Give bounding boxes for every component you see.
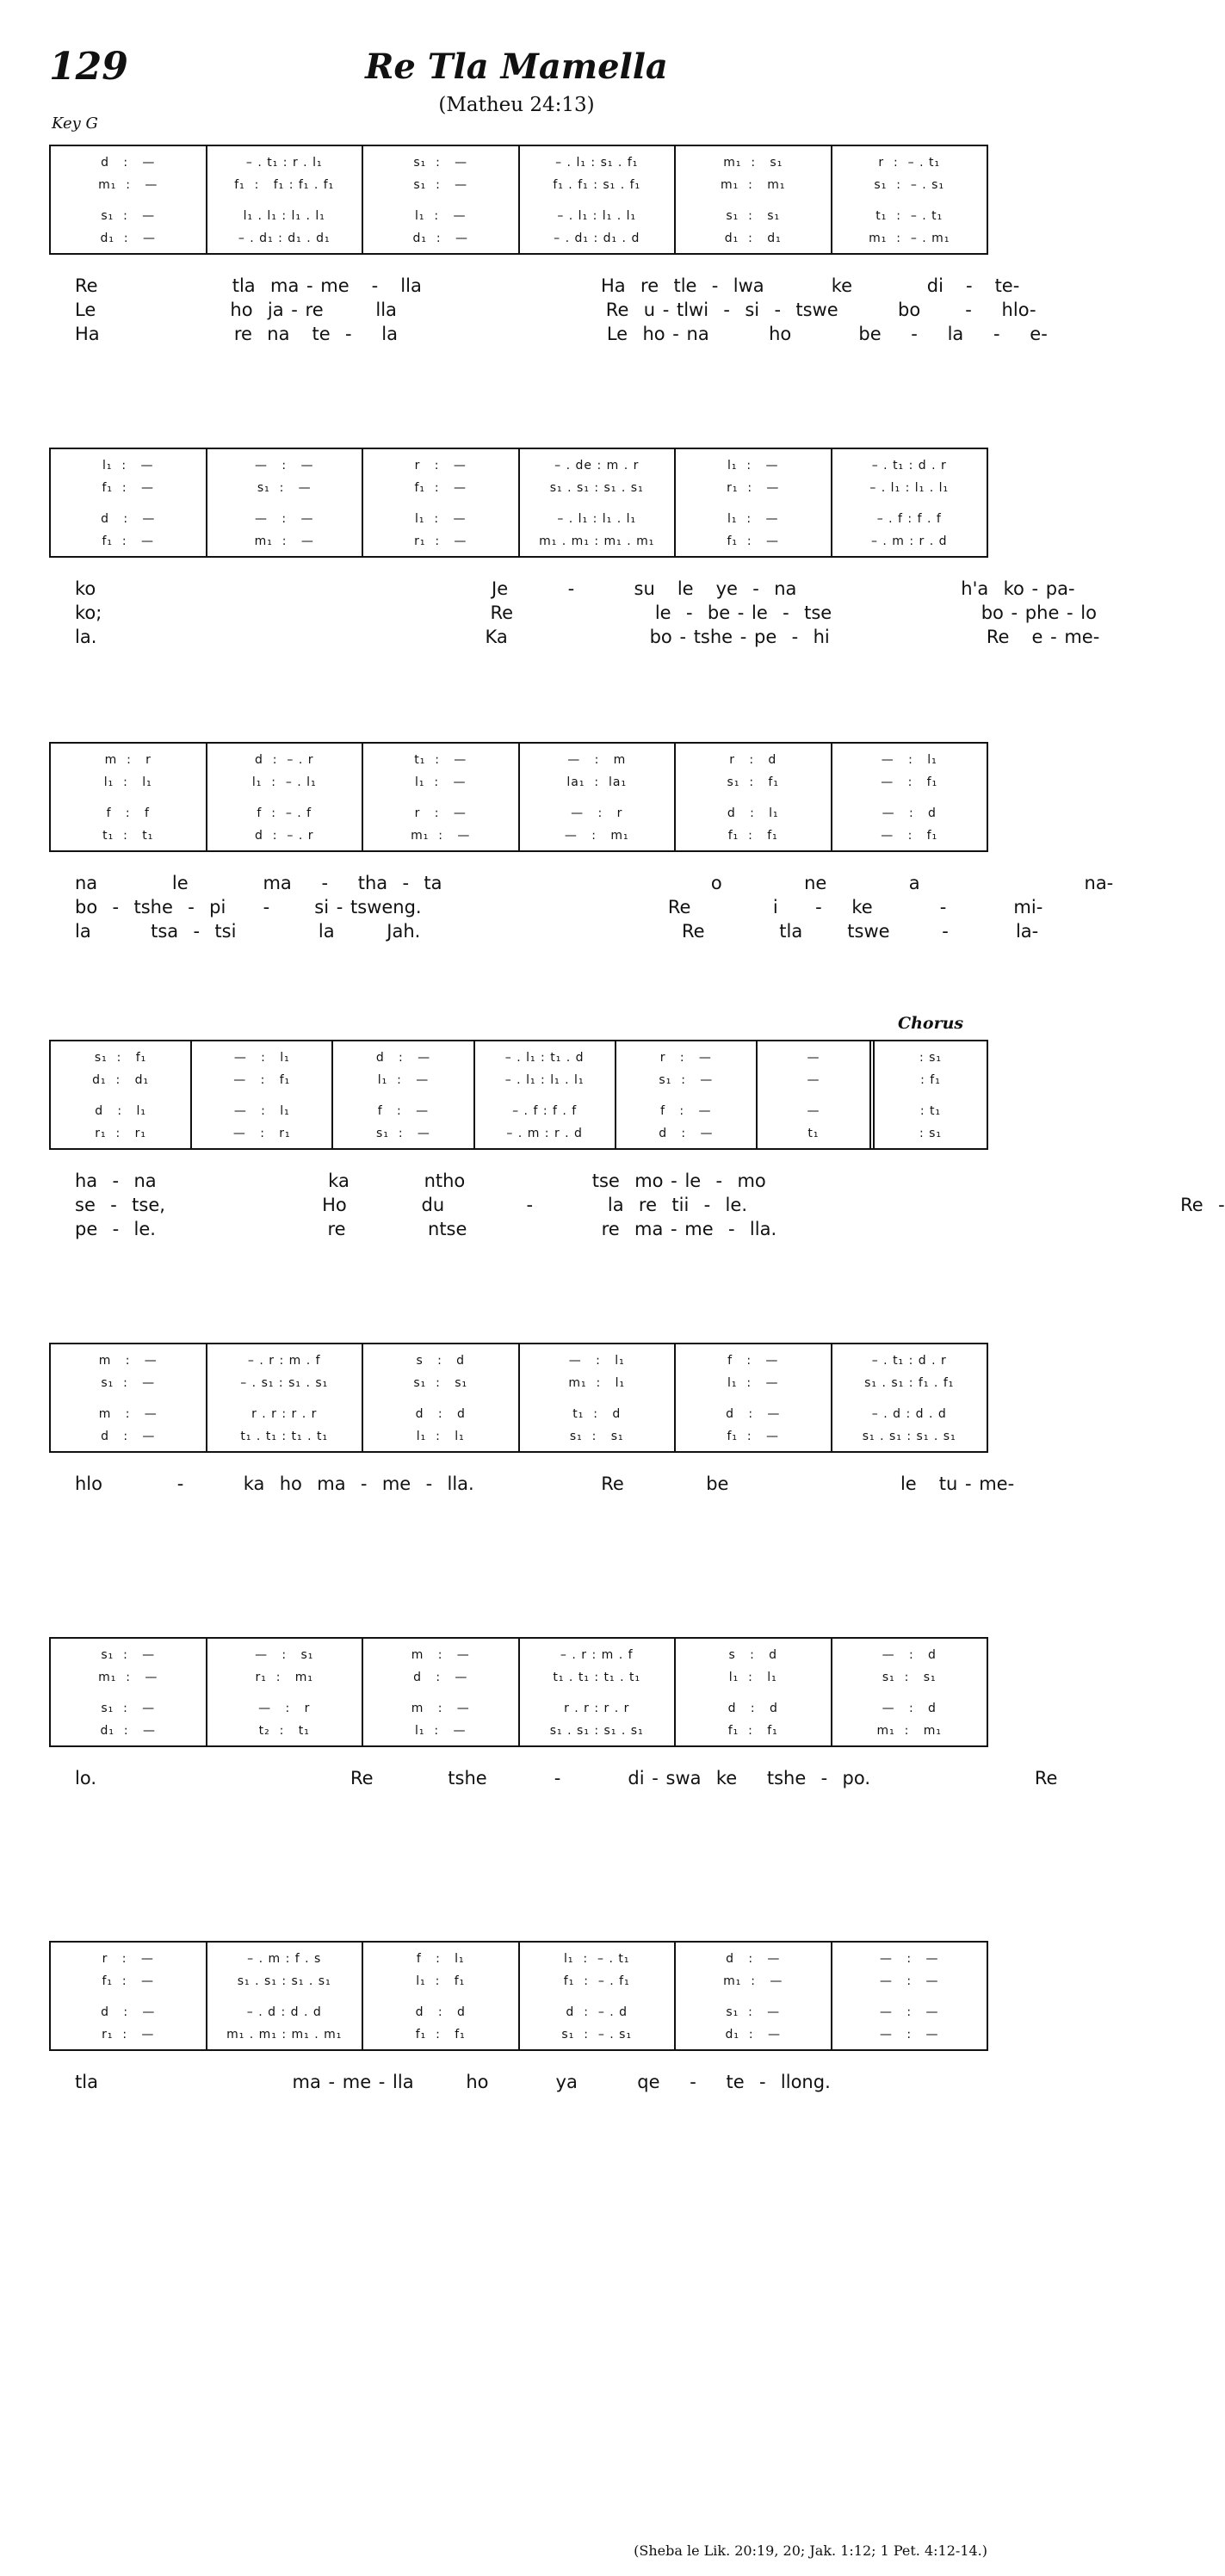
voice-part: t₁ : d [572,1407,622,1421]
voice-part: r : — [414,459,467,473]
voice-part: l₁ : — [415,1724,467,1738]
voice-part: d : — [726,1952,781,1966]
measure [518,1344,675,1451]
voice-part: d : — [726,1407,781,1421]
voice-part: r : — [102,1952,154,1966]
voice-part: t₁ : t₁ [102,829,154,843]
voice-part: s : d [728,1648,778,1662]
voice-part: – . r : m . f [247,1354,321,1368]
measure [518,744,675,850]
voice-part: f₁ : f₁ [415,2028,466,2042]
lyrics-block [49,2070,988,2094]
voice-part: f₁ : – . f₁ [563,1974,630,1988]
voice-part: m₁ : — [98,1671,158,1684]
voice-part: — : d [882,1648,937,1662]
voice-part: — : l₁ [881,753,937,767]
lyric-line: bo - tshe - pi - si - tsweng. Re i - ke - mi- [75,897,1043,917]
voice-part: m : r [104,753,152,767]
lyric-line: se - tse, Ho du - la re tii - le. Re - [75,1195,1225,1215]
voice-part: m₁ : — [411,829,471,843]
voice-part: s₁ : — [726,2005,781,2019]
voice-part: d : – . r [254,753,314,767]
voice-part: d : l₁ [95,1104,146,1118]
measure [518,146,675,253]
measure [518,1639,675,1745]
voice-part: t₁ : — [414,753,467,767]
voice-part: d₁ : — [412,232,468,245]
measure [831,1943,987,2049]
hymn-number: 129 [49,45,128,89]
voice-part: d : — [413,1671,468,1684]
measure [831,1344,987,1451]
voice-part: s₁ : s₁ [726,209,781,223]
music-system [49,145,1048,346]
voice-part: l₁ : f₁ [416,1974,466,1988]
voice-part: s₁ . s₁ : s₁ . s₁ [237,1974,331,1988]
voice-part: d₁ : — [100,1724,156,1738]
voice-part: — [807,1051,820,1065]
scripture-reference: (Matheu 24:13) [438,94,595,116]
voice-part: s₁ : — [257,481,312,495]
voice-part: : f₁ [920,1073,941,1087]
voice-part: — : l₁ [233,1104,290,1118]
voice-part: f : — [377,1104,430,1118]
voice-part: f₁ : f₁ [727,1724,778,1738]
voice-part: f₁ : — [414,481,467,495]
voice-part: l₁ : l₁ [103,775,152,789]
measure [831,449,987,556]
voice-part: d₁ : — [100,232,156,245]
voice-part: — : d [882,806,937,820]
chorus-label: Chorus [898,1014,964,1033]
lyric-line: hlo - ka ho ma - me - lla. Re be le tu - me- [75,1473,1015,1494]
voice-part: m₁ : m₁ [721,178,786,192]
voice-part: l₁ : l₁ [416,1430,465,1443]
lyric-line: la tsa - tsi la Jah. Re tla tswe - la- [75,921,1039,942]
voice-part: m : — [411,1702,470,1715]
voice-part: s₁ : s₁ [413,1376,468,1390]
measure [674,449,831,556]
voice-part: l₁ : — [415,209,467,223]
lyrics-block [49,274,1048,346]
voice-part: – . s₁ : s₁ . s₁ [240,1376,329,1390]
voice-part: — : r [571,806,623,820]
voice-part: l₁ : — [415,512,467,526]
lyric-line: pe - le. re ntse re ma - me - lla. [75,1219,777,1239]
lyrics-block [49,1766,1058,1790]
measure [674,744,831,850]
measure [51,744,206,850]
lyric-line: ha - na ka ntho tse mo - le - mo [75,1171,766,1191]
voice-part: — : l₁ [568,1354,625,1368]
voice-part: s₁ : f₁ [727,775,779,789]
voice-part: — : r₁ [232,1127,291,1140]
voice-part: — : f₁ [233,1073,291,1087]
measure [362,449,518,556]
voice-part: s : d [416,1354,466,1368]
music-system [49,1637,1058,1790]
lyrics-block [49,1169,1225,1241]
voice-part: s₁ : — [659,1073,714,1087]
lyric-line: Ha re na te - la Le ho - na ho be - la - e- [75,324,1048,344]
voice-part: – . d₁ : d₁ . d [554,232,640,245]
voice-part: — [807,1104,820,1118]
voice-part: r . r : r . r [564,1702,630,1715]
voice-part: — : m [567,753,627,767]
voice-part: f₁ : — [102,1974,154,1988]
voice-part: d₁ : — [725,2028,781,2042]
voice-part: r₁ : m₁ [255,1671,314,1684]
measure [51,1344,206,1451]
voice-part: d : l₁ [727,806,779,820]
voice-part: – . l₁ : l₁ . l₁ [869,481,950,495]
voice-part: — : — [880,1974,939,1988]
voice-part: – . t₁ : r . l₁ [245,156,323,170]
voice-part: d : — [101,156,156,170]
lyric-line: tla ma - me - lla ho ya qe - te - llong. [75,2072,831,2092]
voice-part: – . l₁ : s₁ . f₁ [555,156,639,170]
voice-part: s₁ : f₁ [94,1051,147,1065]
lyric-line: ko Je - su le ye - na h'a ko - pa- [75,578,1075,599]
voice-part: r₁ : — [414,534,467,548]
measure [206,449,362,556]
voice-part: d₁ : d₁ [724,232,782,245]
measure [362,1639,518,1745]
measure [190,1041,331,1148]
voice-part: l₁ : — [102,459,154,473]
voice-part: s₁ : — [101,1376,156,1390]
voice-part: s₁ : s₁ [882,1671,937,1684]
voice-part: d : – . r [254,829,314,843]
voice-part: – . l₁ : l₁ . l₁ [557,209,637,223]
measure [674,146,831,253]
voice-part: : t₁ [919,1104,942,1118]
voice-part: – . d : d . d [871,1407,947,1421]
voice-part: — [807,1073,820,1087]
voice-part: t₁ : – . t₁ [875,209,943,223]
voice-part: la₁ : la₁ [566,775,628,789]
voice-part: – . f : f . f [512,1104,578,1118]
voice-part: s₁ : — [413,156,468,170]
music-system [49,1343,1015,1496]
measure [206,744,362,850]
voice-part: d : d [727,1702,778,1715]
voice-part: – . m : r . d [870,534,948,548]
music-system [49,1941,988,2094]
measure [51,1943,206,2049]
measure [51,449,206,556]
voice-part: — : m₁ [564,829,629,843]
voice-part: – . l₁ : t₁ . d [504,1051,585,1065]
voice-part: l₁ : – . l₁ [251,775,317,789]
measure [518,1943,675,2049]
lyric-line: lo. Re tshe - di - swa ke tshe - po. Re [75,1768,1058,1788]
tonic-solfa-staff [49,1040,988,1150]
lyrics-block [49,577,1100,649]
measure [674,1943,831,2049]
voice-part: d : d [415,2005,466,2019]
voice-part: l₁ : — [727,459,779,473]
tonic-solfa-staff [49,145,988,255]
voice-part: f₁ : — [102,481,154,495]
voice-part: – . r : m . f [560,1648,634,1662]
voice-part: s₁ . s₁ : s₁ . s₁ [549,481,644,495]
voice-part: m : — [411,1648,470,1662]
voice-part: l₁ . l₁ : l₁ . l₁ [243,209,325,223]
voice-part: – . f : f . f [876,512,942,526]
measure [831,146,987,253]
voice-part: r₁ : r₁ [95,1127,146,1140]
voice-part: – . l₁ : l₁ . l₁ [504,1073,585,1087]
measure [362,1344,518,1451]
voice-part: l₁ : – . t₁ [564,1952,630,1966]
measure [51,146,206,253]
voice-part: : s₁ [919,1127,943,1140]
voice-part: r : — [659,1051,712,1065]
voice-part: f : — [727,1354,779,1368]
voice-part: m₁ : – . m₁ [869,232,950,245]
voice-part: d : — [101,1430,156,1443]
measure [831,1639,987,1745]
voice-part: r : — [414,806,467,820]
voice-part: s₁ . s₁ : s₁ . s₁ [549,1724,644,1738]
voice-part: f : – . f [257,806,312,820]
voice-part: l₁ : — [727,1376,779,1390]
voice-part: m : — [98,1354,158,1368]
voice-part: r . r : r . r [251,1407,318,1421]
voice-part: d : — [659,1127,714,1140]
voice-part: — : — [880,2005,939,2019]
voice-part: f₁ : f₁ [727,829,778,843]
voice-part: — : f₁ [881,829,938,843]
voice-part: m₁ : m₁ [876,1724,942,1738]
voice-part: m₁ . m₁ : m₁ . m₁ [539,534,655,548]
voice-part: f₁ : — [727,534,779,548]
voice-part: — : l₁ [233,1051,290,1065]
music-system [49,1040,1225,1241]
hymn-title: Re Tla Mamella [365,46,668,87]
lyric-line: ko; Re le - be - le - tse bo - phe - lo [75,602,1097,623]
music-system [49,448,1100,649]
voice-part: s₁ : — [376,1127,430,1140]
tonic-solfa-staff [49,1343,988,1453]
voice-part: – . t₁ : d . r [871,1354,947,1368]
measure [518,449,675,556]
voice-part: m₁ : — [254,534,314,548]
voice-part: f : — [660,1104,712,1118]
lyric-line: la. Ka bo - tshe - pe - hi Re e - me- [75,627,1100,647]
measure [362,146,518,253]
voice-part: s₁ : – . s₁ [561,2028,633,2042]
voice-part: — : r [258,1702,311,1715]
voice-part: d₁ : d₁ [92,1073,150,1087]
measure [473,1041,615,1148]
lyrics-block [49,871,1114,943]
voice-part: — : — [255,512,314,526]
voice-part: f₁ . f₁ : s₁ . f₁ [553,178,641,192]
measure [206,1639,362,1745]
voice-part: s₁ : — [101,209,156,223]
voice-part: s₁ . s₁ : f₁ . f₁ [864,1376,955,1390]
key-signature: Key G [52,114,98,133]
voice-part: s₁ : s₁ [569,1430,624,1443]
voice-part: s₁ : — [101,1648,156,1662]
voice-part: f₁ : — [102,534,154,548]
measure [831,744,987,850]
measure [362,744,518,850]
measure [51,1639,206,1745]
voice-part: m₁ : — [98,178,158,192]
voice-part: f₁ : f₁ : f₁ . f₁ [234,178,335,192]
voice-part: t₁ . t₁ : t₁ . t₁ [553,1671,641,1684]
voice-part: d : — [101,2005,156,2019]
measure [869,1041,987,1148]
lyrics-block [49,1472,1015,1496]
voice-part: t₁ . t₁ : t₁ . t₁ [240,1430,329,1443]
lyric-line: Le ho ja - re lla Re u - tlwi - si - tswe bo - hlo- [75,300,1036,320]
measure [51,1041,190,1148]
voice-part: : s₁ [919,1051,943,1065]
voice-part: r : d [729,753,777,767]
voice-part: l₁ : l₁ [728,1671,777,1684]
voice-part: d : d [415,1407,466,1421]
voice-part: – . l₁ : l₁ . l₁ [557,512,637,526]
voice-part: s₁ : – . s₁ [874,178,945,192]
voice-part: s₁ : — [101,1702,156,1715]
voice-part: — : — [880,1952,939,1966]
measure [331,1041,473,1148]
voice-part: l₁ : — [377,1073,430,1087]
voice-part: s₁ . s₁ : s₁ . s₁ [862,1430,956,1443]
voice-part: r₁ : — [102,2028,155,2042]
measure [206,146,362,253]
voice-part: – . m : f . s [247,1952,322,1966]
voice-part: – . d : d . d [246,2005,322,2019]
voice-part: — : d [882,1702,937,1715]
lyric-line: Re tla ma - me - lla Ha re tle - lwa ke di - te- [75,275,1020,296]
voice-part: m₁ : s₁ [723,156,783,170]
voice-part: t₂ : t₁ [258,1724,310,1738]
measure [206,1344,362,1451]
voice-part: m₁ : — [723,1974,783,1988]
measure [615,1041,756,1148]
voice-part: d : — [101,512,156,526]
voice-part: r : – . t₁ [878,156,941,170]
measure [674,1344,831,1451]
voice-part: — : — [255,459,314,473]
measure [674,1639,831,1745]
voice-part: l₁ : — [727,512,779,526]
voice-part: – . d₁ : d₁ . d₁ [238,232,331,245]
tonic-solfa-staff [49,742,988,852]
measure [362,1943,518,2049]
lyric-line: na le ma - tha - ta o ne a na- [75,873,1114,893]
voice-part: t₁ [807,1127,820,1140]
voice-part: d : — [375,1051,431,1065]
voice-part: r₁ : — [727,481,780,495]
voice-part: — : f₁ [881,775,938,789]
voice-part: f : f [106,806,150,820]
voice-part: f₁ : — [727,1430,779,1443]
measure [756,1041,869,1148]
voice-part: m₁ : l₁ [568,1376,626,1390]
voice-part: m : — [98,1407,158,1421]
music-system [49,742,1114,943]
voice-part: – . m : r . d [506,1127,583,1140]
voice-part: – . t₁ : d . r [871,459,947,473]
voice-part: — : — [880,2028,939,2042]
tonic-solfa-staff [49,1941,988,2051]
voice-part: — : s₁ [255,1648,314,1662]
voice-part: s₁ : — [413,178,468,192]
voice-part: l₁ : — [415,775,467,789]
voice-part: – . de : m . r [554,459,640,473]
tonic-solfa-staff [49,1637,988,1747]
voice-part: f : l₁ [416,1952,465,1966]
voice-part: m₁ . m₁ : m₁ . m₁ [226,2028,343,2042]
measure [206,1943,362,2049]
footnote-references: (Sheba le Lik. 20:19, 20; Jak. 1:12; 1 Pet. 4:12-14.) [634,2542,987,2559]
voice-part: d : – . d [566,2005,628,2019]
tonic-solfa-staff [49,448,988,558]
